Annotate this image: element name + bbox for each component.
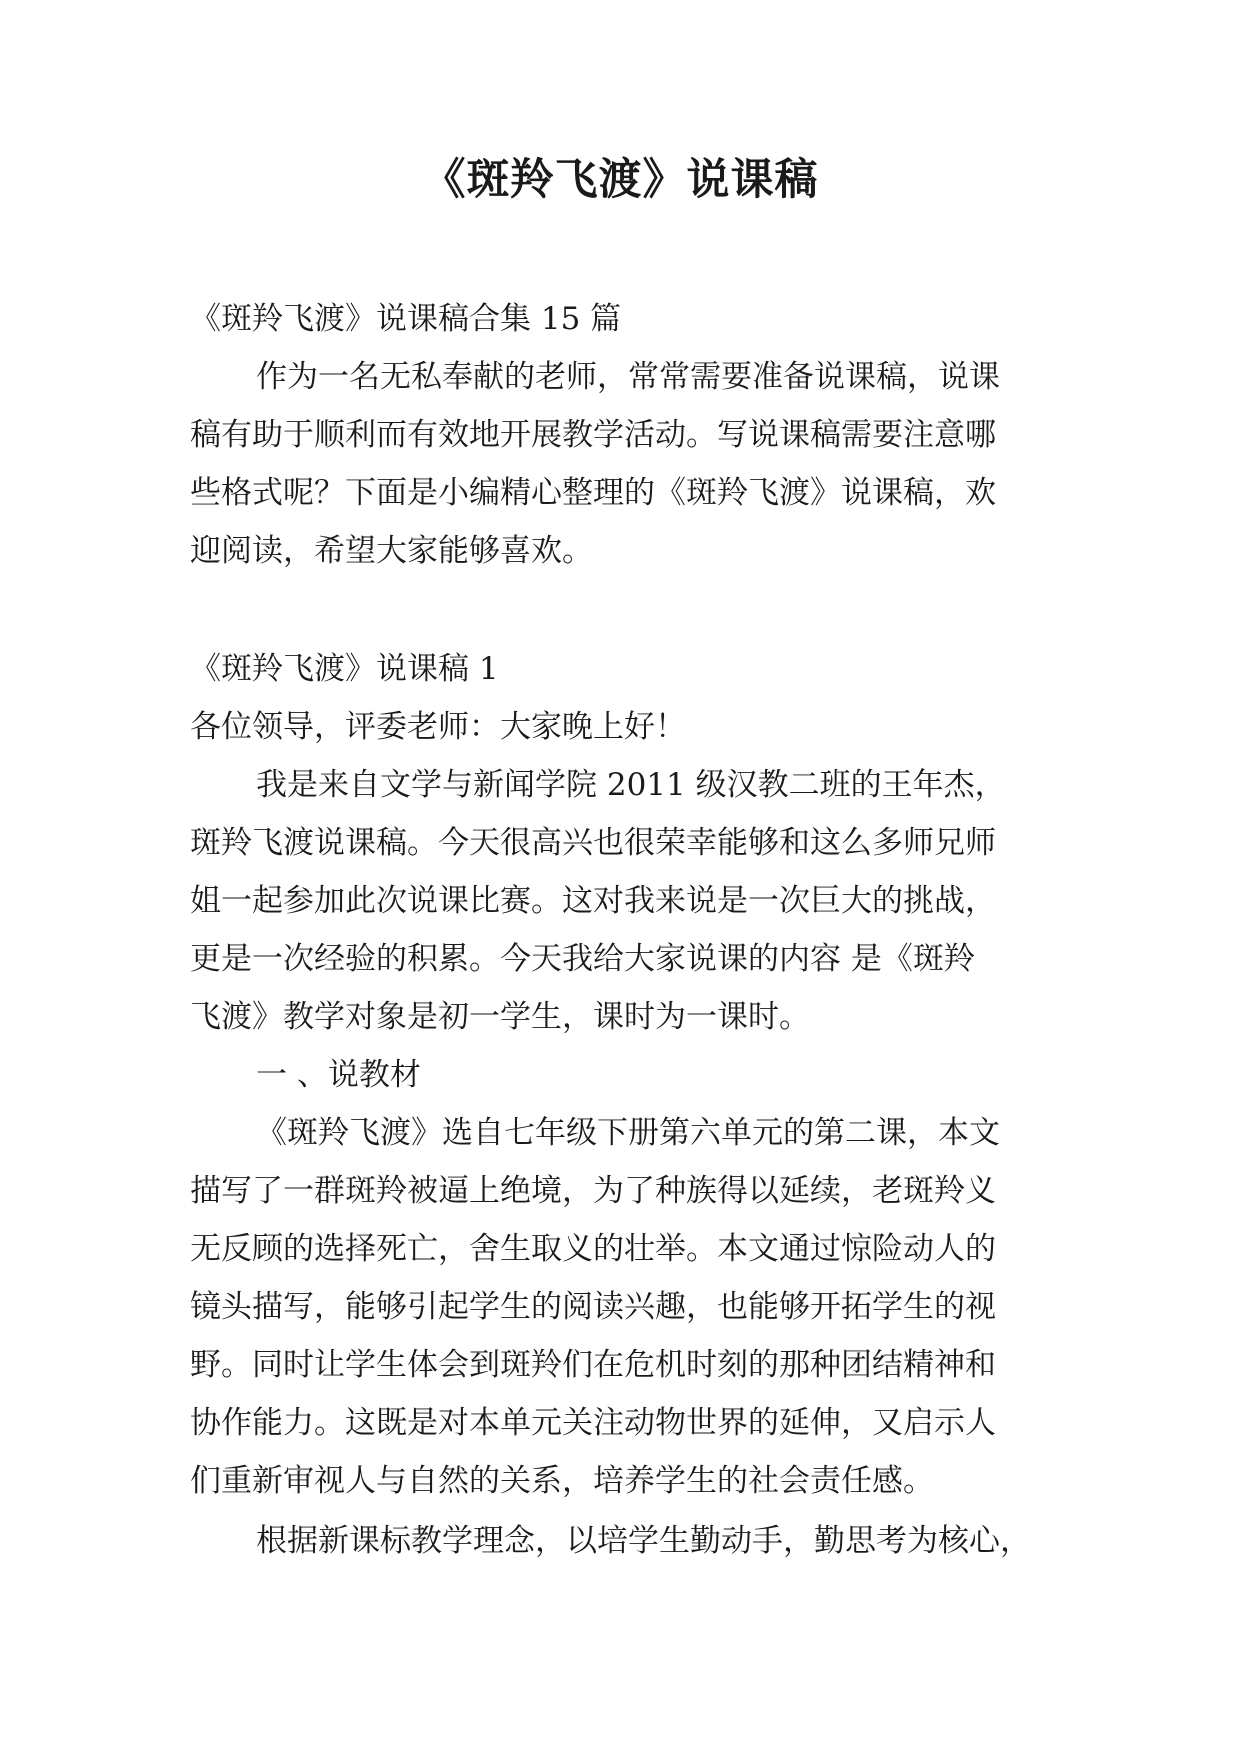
paragraph-line: 协作能力。这既是对本单元关注动物世界的延伸，又启示人 [190, 1405, 996, 1441]
paragraph-line: 斑羚飞渡说课稿。今天很高兴也很荣幸能够和这么多师兄师 [190, 825, 996, 861]
paragraph-line: 们重新审视人与自然的关系，培养学生的社会责任感。 [190, 1463, 934, 1499]
paragraph-line: 描写了一群斑羚被逼上绝境，为了种族得以延续，老斑羚义 [190, 1173, 996, 1209]
document-title: 《斑羚飞渡》说课稿 [422, 155, 819, 205]
paragraph-line: 飞渡》教学对象是初一学生，课时为一课时。 [190, 999, 810, 1035]
section-spacer [190, 580, 1070, 640]
paragraph-line: 迎阅读，希望大家能够喜欢。 [190, 533, 593, 569]
self-intro-paragraph [190, 756, 1070, 1046]
paragraph-line: 野。同时让学生体会到斑羚们在危机时刻的那种团结精神和 [190, 1347, 996, 1383]
paragraph-line: 我是来自文学与新闻学院 2011 级汉教二班的王年杰， [256, 767, 1006, 803]
paragraph-line: 镜头描写，能够引起学生的阅读兴趣，也能够开拓学生的视 [190, 1289, 996, 1325]
paragraph-line: 姐一起参加此次说课比赛。这对我来说是一次巨大的挑战， [190, 883, 996, 919]
paragraph-line: 些格式呢？下面是小编精心整理的《斑羚飞渡》说课稿，欢 [190, 475, 996, 511]
section-heading: 《斑羚飞渡》说课稿 1 [190, 651, 499, 687]
paragraph-line: 更是一次经验的积累。今天我给大家说课的内容 是《斑羚 [190, 941, 975, 977]
part-heading: 一 、说教材 [256, 1057, 421, 1093]
textbook-paragraph [190, 1104, 1070, 1510]
standard-paragraph [190, 1512, 1070, 1570]
document-body [190, 290, 1070, 1570]
paragraph-line: 稿有助于顺利而有效地开展教学活动。写说课稿需要注意哪 [190, 417, 996, 453]
paragraph-line: 作为一名无私奉献的老师，常常需要准备说课稿，说课 [256, 359, 1000, 395]
paragraph-line: 无反顾的选择死亡，舍生取义的壮举。本文通过惊险动人的 [190, 1231, 996, 1267]
intro-paragraph [190, 348, 1070, 580]
collection-heading: 《斑羚飞渡》说课稿合集 15 篇 [190, 301, 622, 337]
greeting-line: 各位领导，评委老师：大家晚上好！ [190, 709, 686, 745]
paragraph-line: 《斑羚飞渡》选自七年级下册第六单元的第二课，本文 [256, 1115, 1000, 1151]
paragraph-line: 根据新课标教学理念，以培学生勤动手，勤思考为核心， [256, 1523, 1031, 1559]
